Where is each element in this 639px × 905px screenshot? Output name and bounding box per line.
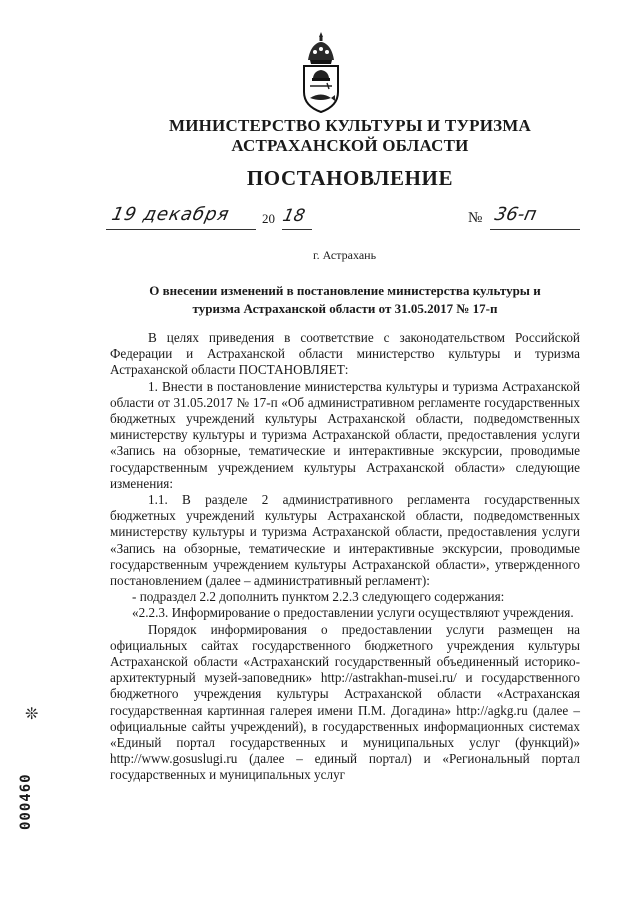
document-type: ПОСТАНОВЛЕНИЕ [246,166,454,190]
astrakhan-coat-of-arms-icon [298,30,344,114]
number-sign: № [468,210,483,226]
year-prefix: 20 [262,211,275,226]
year-underline [282,229,312,230]
number-underline [490,229,580,230]
subject-line2: туризма Астраханской области от 31.05.2017 № 17-п [192,301,498,316]
city: г. Астрахань [313,248,377,262]
paragraph-preamble: В целях приведения в соответствие с законодательством Российской Федерации и Астраханской области министерство культуры и туризма Астраханской области ПОСТАНОВЛЯЕТ: [110,330,580,378]
paragraph-item-1: 1. Внести в постановление министерства культуры и туризма Астраханской области от 31.05.2017 № 17-п «Об административном регламенте государственных бюджетных учреждений культуры Астраханской области, подведомственных министерству культуры и туризма Астраханской области, предоставления услуги «Запись на обзорные, тематические и интерактивные экскурсии, проводимые государственным учреждением культуры Астраханской области» следующие изменения: [110,378,580,491]
handwritten-year: 18 [280,206,307,226]
marginal-page-number: 000460 [18,773,34,830]
paragraph-item-1-1: 1.1. В разделе 2 административного регламента государственных бюджетных учреждений культуры Астраханской области, подведомственных министерству культуры и туризма Астраханской области, предоставления услуги «Запись на обзорные, тематические и интерактивные экскурсии, проводимые государственным учреждением культуры Астраханской области», утвержденного постановлением (далее – административный регламент): [110,492,580,589]
ministry-name-line2: АСТРАХАНСКОЙ ОБЛАСТИ [231,136,469,155]
paragraph-informing-procedure: Порядок информирования о предоставлении услуги размещен на официальных сайтах государственного бюджетного учреждения культуры Астраханской области «Астраханский государственный объединенный историко-архитектурный музей-заповедник» http://astrakhan-musei.ru/ и государственного бюджетного учреждения культуры Астраханской области «Астраханская государственная картинная галерея имени П.М. Догадина» http://agkg.ru (далее – официальные сайты учреждений), в государственных информационных системах «Единый портал государственных и муниципальных услуг (функций)» http://www.gosuslugi.ru (далее – единый портал) и «Региональный портал государственных и муниципальных услуг [110,621,580,783]
paragraph-subsection: - подраздел 2.2 дополнить пунктом 2.2.3 следующего содержания: [132,589,505,605]
document-body [110,330,580,784]
handwritten-document-number: 36-п [492,204,539,225]
handwritten-date: 19 декабря [109,204,232,225]
ministry-name-line1: МИНИСТЕРСТВО КУЛЬТУРЫ И ТУРИЗМА [168,116,532,135]
paragraph-2-2-3: «2.2.3. Информирование о предоставлении услуги осуществляют учреждения. [132,605,574,621]
subject-line1: О внесении изменений в постановление министерства культуры и [149,283,541,298]
date-underline [106,229,256,230]
marginal-star-mark: ❊ [25,706,39,723]
